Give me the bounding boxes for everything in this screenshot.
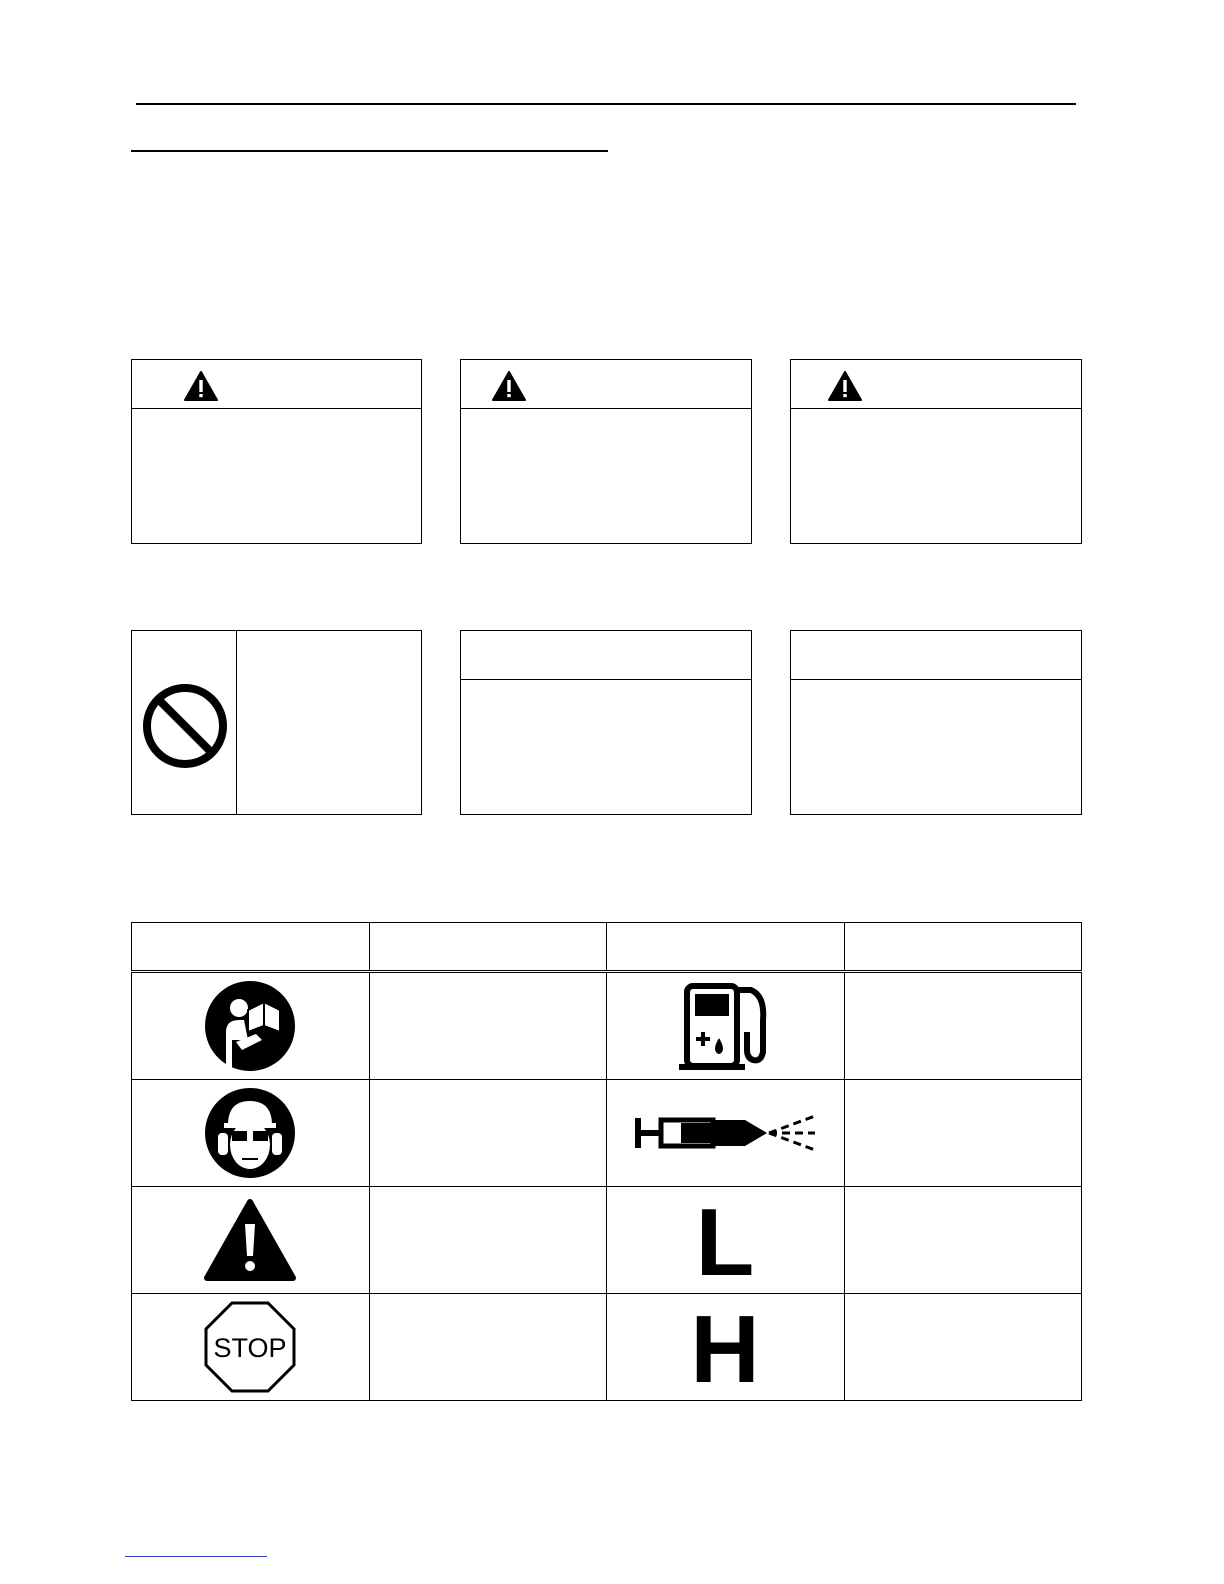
symbol-description [369, 1080, 607, 1187]
letter-l-icon [695, 1200, 755, 1280]
warning-triangle-icon [828, 371, 862, 401]
symbol-description [844, 1294, 1082, 1401]
symbol-cell [607, 1294, 845, 1401]
warning-box-body [461, 409, 751, 543]
symbol-cell [132, 1187, 370, 1294]
fuel-pump-icon [675, 980, 775, 1072]
symbol-cell [132, 1080, 370, 1187]
notice-box-header [461, 631, 751, 680]
letter-l-glyph: L [695, 1200, 755, 1280]
symbol-description [844, 972, 1082, 1080]
letter-h-glyph: H [690, 1307, 760, 1387]
symbol-description [844, 1080, 1082, 1187]
warning-triangle-icon [203, 1198, 297, 1282]
letter-h-icon [690, 1307, 760, 1387]
table-row [132, 1294, 1082, 1401]
symbol-cell [132, 1294, 370, 1401]
symbol-table [131, 922, 1082, 1401]
symbol-description [369, 972, 607, 1080]
symbol-cell [607, 972, 845, 1080]
warning-box-header [791, 360, 1081, 409]
notice-box-header [791, 631, 1081, 680]
table-header-cell [844, 923, 1082, 972]
table-row [132, 972, 1082, 1080]
prohibition-icon-cell [132, 631, 237, 814]
stop-sign-text: STOP [213, 1333, 287, 1363]
warning-box-body [791, 409, 1081, 543]
table-row [132, 1080, 1082, 1187]
prohibition-box [131, 630, 422, 815]
warning-triangle-icon [184, 371, 218, 401]
stop-sign-icon [204, 1301, 296, 1393]
ppe-helmet-goggles-earmuffs-icon [204, 1087, 296, 1179]
prohibition-icon [140, 681, 230, 771]
table-header-cell [607, 923, 845, 972]
read-manual-icon [204, 980, 296, 1072]
warning-triangle-icon [492, 371, 526, 401]
symbol-cell [607, 1187, 845, 1294]
table-header-cell [132, 923, 370, 972]
symbol-description [369, 1294, 607, 1401]
warning-box-header [461, 360, 751, 409]
section-title-underline [131, 150, 608, 152]
symbol-description [369, 1187, 607, 1294]
warning-box-header [132, 360, 421, 409]
prohibition-text [237, 631, 421, 814]
notice-box-body [791, 680, 1081, 814]
notice-box-body [461, 680, 751, 814]
symbol-cell [132, 972, 370, 1080]
table-row [132, 1187, 1082, 1294]
warning-box-body [132, 409, 421, 543]
footer-link-rule [125, 1556, 267, 1557]
table-header-cell [369, 923, 607, 972]
injection-hazard-icon [633, 1106, 817, 1160]
symbol-cell [607, 1080, 845, 1187]
notice-box-2 [790, 630, 1082, 815]
warning-box-1 [131, 359, 422, 544]
warning-box-2 [460, 359, 752, 544]
table-header-row [132, 923, 1082, 972]
notice-box-1 [460, 630, 752, 815]
symbol-description [844, 1187, 1082, 1294]
header-rule [136, 103, 1076, 105]
warning-box-3 [790, 359, 1082, 544]
